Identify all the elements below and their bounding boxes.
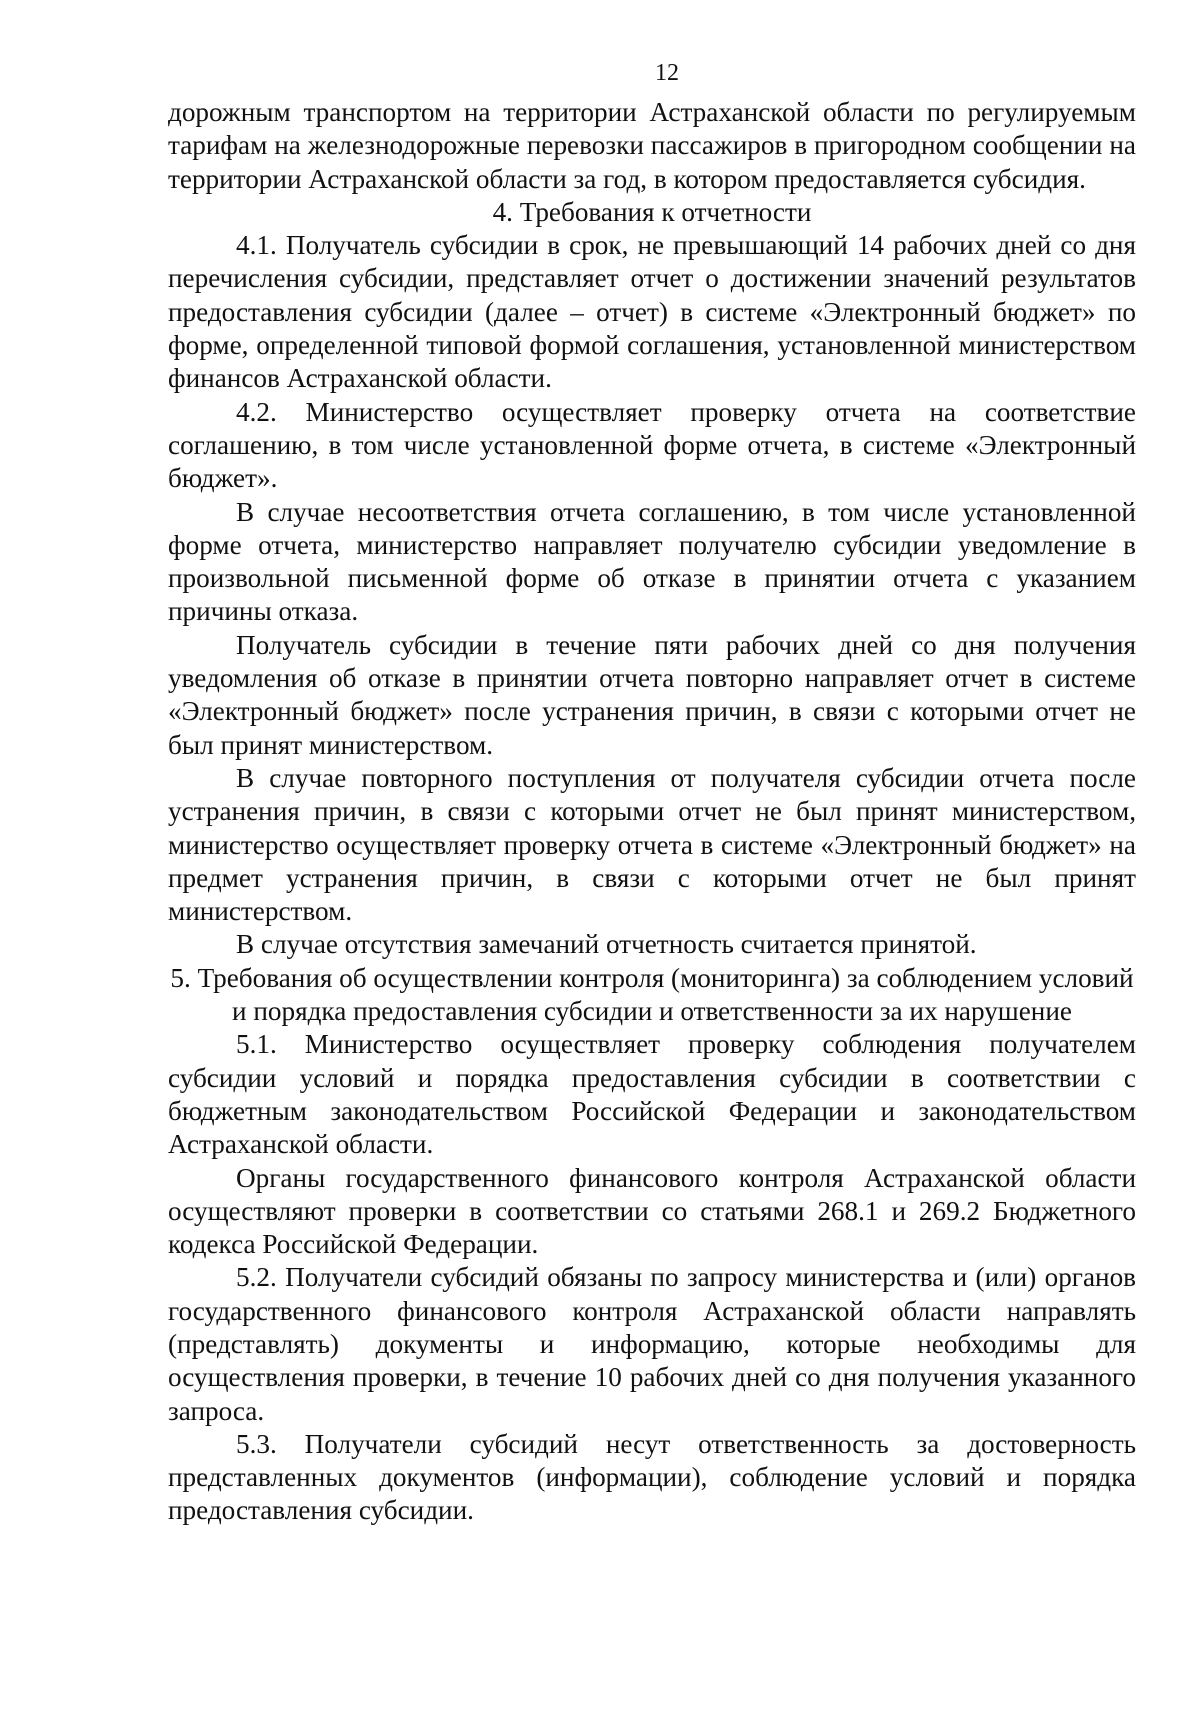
section-heading-4: 4. Требования к отчетности (492, 196, 812, 227)
paragraph-4-1: 4.1. Получатель субсидии в срок, не превышающий 14 рабочих дней со дня перечисления субсидии, представляет отчет о достижении значений результатов предоставления субсидии (далее – отчет) в системе «Электронный бюджет» по форме, определенной типовой формой соглашения, установленной министерством финансов Астраханской области. (168, 230, 1136, 394)
paragraph-accepted: В случае отсутствия замечаний отчетность считается принятой. (236, 929, 977, 960)
paragraph-5-2: 5.2. Получатели субсидий обязаны по запросу министерства и (или) органов государственного финансового контроля Астраханской области направлять (представлять) документы и информацию, которые необходимы для осуществления проверки, в течение 10 рабочих дней со дня получения указанного запроса. (168, 1262, 1136, 1426)
document-body (168, 96, 1136, 1528)
paragraph-control-bodies: Органы государственного финансового контроля Астраханской области осуществляют проверки в соответствии со статьями 268.1 и 269.2 Бюджетного кодекса Российской Федерации. (168, 1162, 1136, 1260)
paragraph-continued: дорожным транспортом на территории Астраханской области по регулируемым тарифам на железнодорожные перевозки пассажиров в пригородном сообщении на территории Астраханской области за год, в котором предоставляется субсидия. (168, 97, 1136, 194)
paragraph-repeat-check: В случае повторного поступления от получателя субсидии отчета после устранения причин, в связи с которыми отчет не был принят министерством, министерство осуществляет проверку отчета в системе «Электронный бюджет» на предмет устранения причин, в связи с которыми отчет не был принят министерством. (168, 762, 1136, 927)
section-heading-5: 5. Требования об осуществлении контроля (мониторинга) за соблюдением условий и порядка предоставления субсидии и ответственности за их нарушение (170, 962, 1134, 1027)
paragraph-noncompliance: В случае несоответствия отчета соглашению, в том числе установленной форме отчета, министерство направляет получателю субсидии уведомление в произвольной письменной форме об отказе в принятии отчета с указанием причины отказа. (168, 496, 1136, 627)
paragraph-4-2: 4.2. Министерство осуществляет проверку отчета на соответствие соглашению, в том числе установленной форме отчета, в системе «Электронный бюджет». (168, 396, 1136, 494)
paragraph-5-1: 5.1. Министерство осуществляет проверку соблюдения получателем субсидии условий и порядка предоставления субсидии в соответствии с бюджетным законодательством Российской Федерации и законодательством Астраханской области. (168, 1029, 1136, 1160)
paragraph-5-3: 5.3. Получатели субсидий несут ответственность за достоверность представленных документов (информации), соблюдение условий и порядка предоставления субсидии. (168, 1428, 1136, 1526)
page-number: 12 (655, 60, 679, 86)
paragraph-resubmission: Получатель субсидии в течение пяти рабочих дней со дня получения уведомления об отказе в принятии отчета повторно направляет отчет в системе «Электронный бюджет» после устранения причин, в связи с которыми отчет не был принят министерством. (168, 629, 1136, 760)
